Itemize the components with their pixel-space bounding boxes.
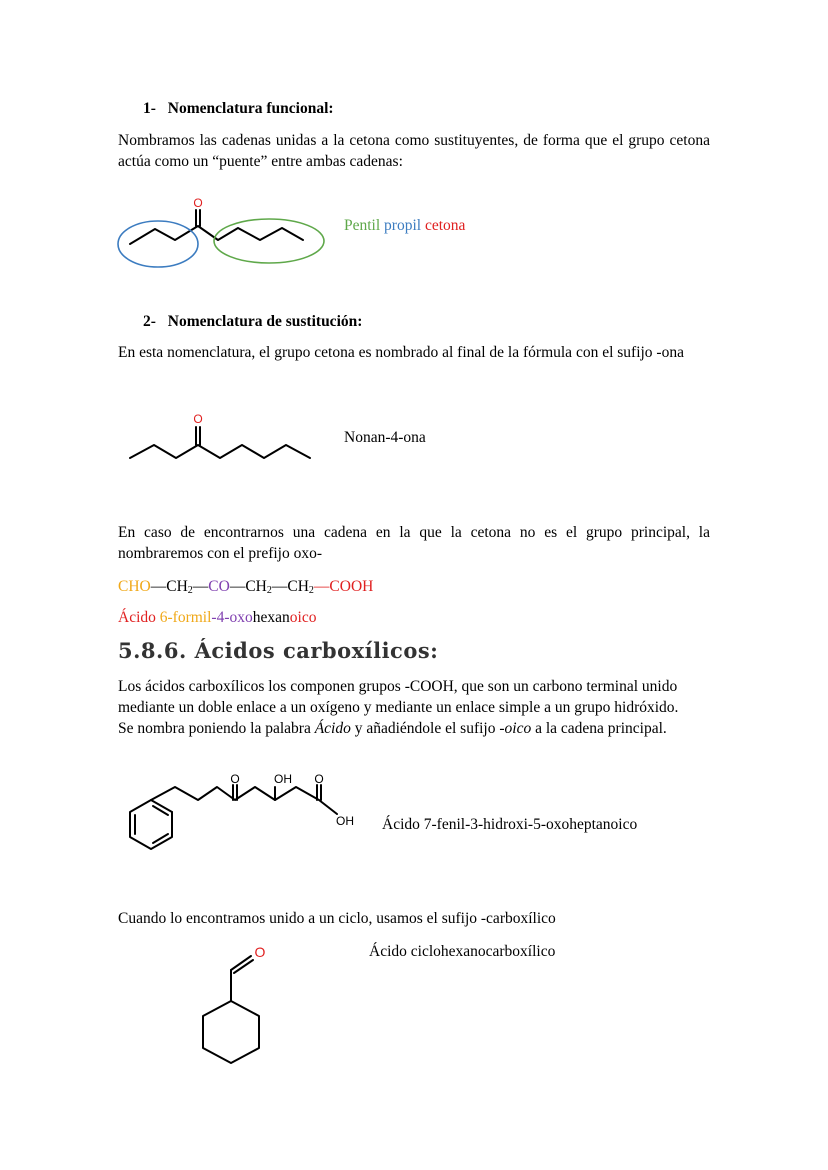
functional-name bbox=[344, 215, 465, 236]
formula-bond: — bbox=[313, 578, 330, 595]
line-3-text: Se nombra poniendo la palabra bbox=[118, 720, 315, 737]
pentil-propil-cetona-structure bbox=[110, 196, 335, 276]
ciclohexano-carboxilico-structure bbox=[190, 938, 280, 1068]
formula-ch2: CH bbox=[287, 578, 309, 595]
carboxylic-line-2: mediante un doble enlace a un oxígeno y mediante un enlace simple a un grupo hidróxido. bbox=[118, 699, 679, 716]
section-1-title: Nomenclatura funcional: bbox=[167, 100, 334, 117]
section-2-title: Nomenclatura de sustitución: bbox=[167, 313, 363, 330]
fenil-hidroxi-oxoheptanoico-structure bbox=[115, 770, 365, 865]
formula-cho: CHO bbox=[118, 578, 151, 595]
formula-ch2: CH bbox=[245, 578, 267, 595]
formula-bond: — bbox=[150, 578, 167, 595]
formula-subscript: 2 bbox=[308, 585, 314, 596]
carboxylic-acids-heading: 5.8.6. Ácidos carboxílicos: bbox=[118, 638, 439, 663]
formula-bond: — bbox=[192, 578, 209, 595]
carboxylic-line-1: Los ácidos carboxílicos los componen grupos -COOH, que son un carbono terminal unido bbox=[118, 678, 678, 695]
carbonyl-oxygen-label: O bbox=[193, 412, 203, 426]
line-3-text: y añadiéndole el sufijo bbox=[350, 720, 500, 737]
name-propil: propil bbox=[384, 217, 422, 234]
oxo-acid-name bbox=[118, 607, 316, 628]
acid-oxygen-label: O bbox=[314, 772, 324, 786]
formula-ch2: CH bbox=[166, 578, 188, 595]
cycle-acid-name: Ácido ciclohexanocarboxílico bbox=[369, 943, 556, 960]
name-cetona: cetona bbox=[424, 217, 466, 234]
acid-word: Ácido bbox=[118, 609, 160, 626]
pentyl-ellipse bbox=[214, 219, 324, 263]
section-1-heading bbox=[143, 100, 334, 118]
formula-bond: — bbox=[271, 578, 288, 595]
name-pentil: Pentil bbox=[344, 217, 381, 234]
carbonyl-oxygen-label: O bbox=[193, 196, 203, 210]
acid-hexan: hexan bbox=[252, 609, 290, 626]
section-2-number: 2- bbox=[143, 313, 156, 330]
cycle-paragraph: Cuando lo encontramos unido a un ciclo, usamos el sufijo -carboxílico bbox=[118, 910, 556, 927]
section-2-paragraph: En esta nomenclatura, el grupo cetona es nombrado al final de la fórmula con el sufijo -ona bbox=[118, 344, 684, 361]
section-1-paragraph: Nombramos las cadenas unidas a la cetona como sustituyentes, de forma que el grupo cetona actúa como un “puente” entre ambas cadenas: bbox=[118, 132, 710, 170]
section-2-heading bbox=[143, 313, 362, 331]
nonan-4-ona-structure bbox=[120, 408, 325, 468]
carboxylic-paragraph bbox=[118, 676, 710, 739]
formula-cooh: COOH bbox=[329, 578, 374, 595]
formula-subscript: 2 bbox=[187, 585, 193, 596]
line-3-oico: -oico bbox=[499, 720, 532, 737]
acid-oxo: 4-oxo bbox=[216, 609, 253, 626]
formula-co: CO bbox=[208, 578, 230, 595]
acid-dash: - bbox=[211, 609, 217, 626]
section-1-number: 1- bbox=[143, 100, 156, 117]
condensed-formula bbox=[118, 576, 373, 601]
acid-oico: oico bbox=[289, 609, 317, 626]
carboxylic-acid-name: Ácido 7-fenil-3-hidroxi-5-oxoheptanoico bbox=[382, 816, 638, 833]
substitution-name: Nonan-4-ona bbox=[344, 429, 426, 446]
acid-formil: 6-formil bbox=[159, 609, 212, 626]
formula-bond: — bbox=[229, 578, 246, 595]
ketone-oxygen-label: O bbox=[230, 772, 240, 786]
hydroxyl-label: OH bbox=[274, 772, 292, 786]
carboxylic-line-3 bbox=[118, 718, 710, 739]
oxo-prefix-paragraph: En caso de encontrarnos una cadena en la que la cetona no es el grupo principal, la nombraremos con el prefijo oxo- bbox=[118, 524, 710, 562]
cycle-oxygen-label: O bbox=[254, 944, 266, 960]
line-3-acido: Ácido bbox=[314, 720, 351, 737]
line-3-text: a la cadena principal. bbox=[531, 720, 667, 737]
acid-hydroxyl-label: OH bbox=[336, 814, 354, 828]
formula-subscript: 2 bbox=[266, 585, 272, 596]
